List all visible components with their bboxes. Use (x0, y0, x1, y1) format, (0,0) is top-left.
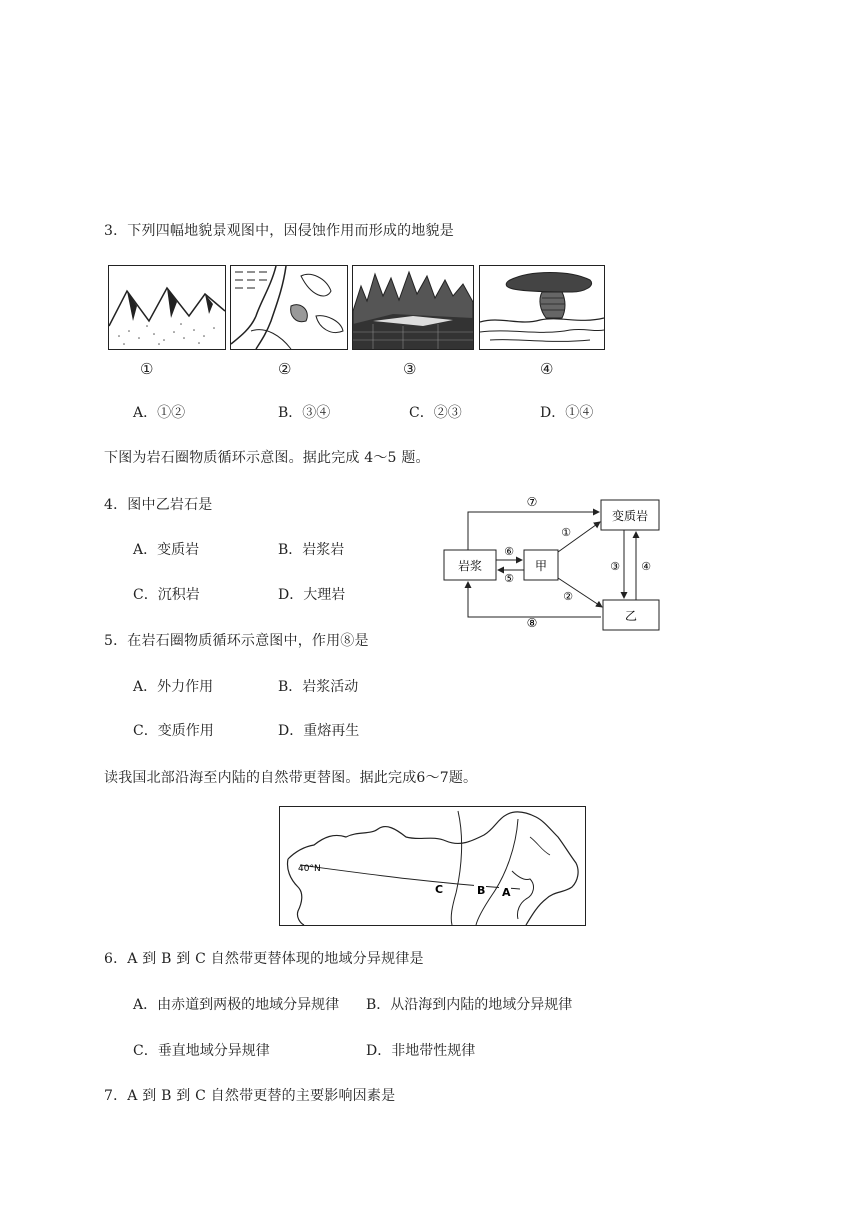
q4-stem: 4．图中乙岩石是 (104, 497, 213, 513)
q6-option-d[interactable]: D．非地带性规律 (366, 1043, 476, 1059)
map-point-b: B (477, 884, 486, 897)
arrow-3-label: ③ (610, 560, 620, 573)
q5-stem: 5．在岩石圈物质循环示意图中，作用⑧是 (104, 633, 369, 649)
landform-image-1 (108, 265, 226, 350)
q6-option-a[interactable]: A．由赤道到两极的地域分异规律 (133, 997, 340, 1013)
landform-image-2 (230, 265, 348, 350)
q4-option-b[interactable]: B．岩浆岩 (278, 542, 345, 558)
box-magma-label: 岩浆 (457, 559, 483, 573)
intro-6-7: 读我国北部沿海至内陆的自然带更替图。据此完成6～7题。 (104, 770, 478, 786)
landform-image-4 (479, 265, 605, 350)
landform-image-3 (352, 265, 474, 350)
arrow-7-label: ⑦ (526, 495, 538, 509)
arrow-6-label: ⑥ (504, 545, 514, 558)
q4-option-c[interactable]: C．沉积岩 (133, 587, 200, 603)
arrow-8-label: ⑧ (526, 616, 538, 630)
arrow-5-label: ⑤ (504, 572, 514, 585)
map-point-c: C (435, 883, 444, 896)
image-label-4: ④ (540, 360, 554, 378)
q4-option-d[interactable]: D．大理岩 (278, 587, 346, 603)
q5-option-a[interactable]: A．外力作用 (133, 679, 214, 695)
q5-option-c[interactable]: C．变质作用 (133, 723, 214, 739)
q6-stem: 6．A 到 B 到 C 自然带更替体现的地域分异规律是 (104, 951, 424, 967)
box-jia-label: 甲 (534, 559, 548, 573)
map-point-a: A (502, 886, 511, 899)
q3-option-a[interactable]: A．①② (133, 405, 186, 421)
q6-option-b[interactable]: B．从沿海到内陆的地域分异规律 (366, 997, 573, 1013)
q4-option-a[interactable]: A．变质岩 (133, 542, 200, 558)
q5-option-d[interactable]: D．重熔再生 (278, 723, 360, 739)
intro-4-5: 下图为岩石圈物质循环示意图。据此完成 4～5 题。 (104, 450, 430, 466)
image-label-3: ③ (403, 360, 417, 378)
box-yi-label: 乙 (624, 609, 638, 623)
box-meta-label: 变质岩 (611, 509, 649, 523)
q3-option-c[interactable]: C．②③ (409, 405, 462, 421)
china-natural-belt-map (279, 806, 586, 926)
rock-cycle-diagram (440, 490, 670, 635)
arrow-1-label: ① (561, 526, 571, 539)
arrow-4-label: ④ (641, 560, 651, 573)
q7-stem: 7．A 到 B 到 C 自然带更替的主要影响因素是 (104, 1088, 396, 1104)
q3-option-d[interactable]: D．①④ (540, 405, 594, 421)
image-label-1: ① (140, 360, 154, 378)
image-label-2: ② (278, 360, 292, 378)
arrow-2-label: ② (563, 590, 573, 603)
q3-option-b[interactable]: B．③④ (278, 405, 331, 421)
q6-option-c[interactable]: C．垂直地域分异规律 (133, 1043, 270, 1059)
q3-stem: 3．下列四幅地貌景观图中，因侵蚀作用而形成的地貌是 (104, 223, 454, 239)
q5-option-b[interactable]: B．岩浆活动 (278, 679, 359, 695)
latitude-label: 40°N (298, 864, 321, 874)
